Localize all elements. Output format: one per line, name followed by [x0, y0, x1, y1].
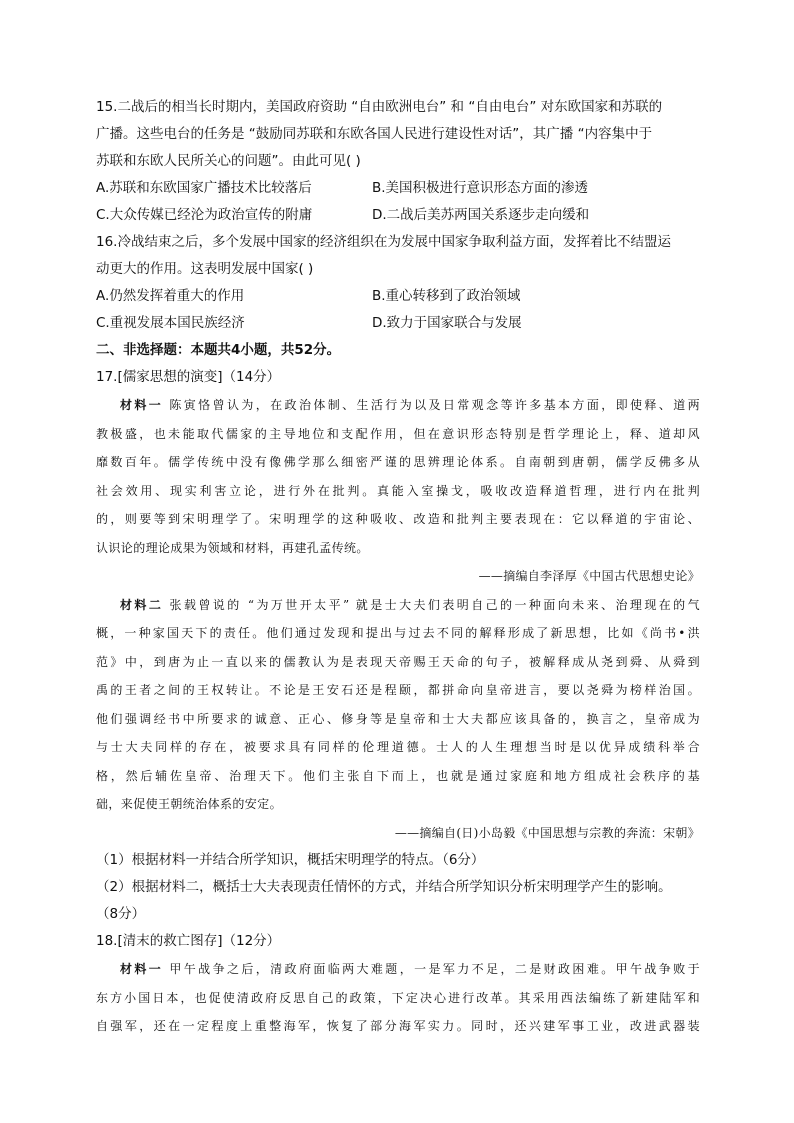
exam-page — [96, 94, 700, 1041]
q17-subquestion-1: （1）根据材料一并结合所学知识，概括宋明理学的特点。（6分） — [96, 852, 485, 868]
q16-option-b: B.重心转移到了政治领域 — [372, 288, 521, 304]
q16-stem-line-1: 16.冷战结束之后，多个发展中国家的经济组织在为发展中国家争取利益方面，发挥着比不结盟运 — [96, 234, 671, 250]
q17-title: 17.[儒家思想的演变]（14分） — [96, 369, 281, 385]
q17-m2-text-1: 张载曾说的 “为万世开太平” 就是士大夫们表明自己的一种面向未来、治理现在的气 — [163, 597, 700, 612]
q18-m1-line-3: 自强军，还在一定程度上重整海军，恢复了部分海军实力。同时，还兴建军事工业，改进武器装 — [96, 1019, 700, 1033]
q17-m2-line-8: 础，来促使王朝统治体系的安定。 — [96, 797, 283, 811]
q17-m2-line-6: 与士大夫同样的存在，被要求具有同样的伦理道德。士人的人生理想当时是以优异成绩科举合 — [96, 740, 700, 754]
question-17 — [96, 364, 700, 928]
q18-m1-line-1 — [96, 955, 700, 984]
q15-option-a: A.苏联和东欧国家广播技术比较落后 — [96, 180, 312, 196]
q18-m1-line-2: 东方小国日本，也促使清政府反思自己的政策，下定决心进行改革。其采用西法编练了新建陆军和 — [96, 990, 700, 1005]
q16-option-d: D.致力于国家联合与发展 — [372, 315, 522, 331]
q17-m1-label: 材料一 — [120, 398, 164, 412]
q17-m2-source: ——摘编自(日)小岛毅《中国思想与宗教的奔流：宋朝》 — [394, 825, 700, 840]
q17-m1-line-3: 靡数百年。儒学传统中没有像佛学那么细密严谨的思辨理论体系。自南朝到唐朝，儒学反佛多从 — [96, 455, 700, 469]
q16-options-row-1 — [96, 283, 700, 310]
q18-m1-text-1: 甲午战争之后，清政府面临两大难题，一是军力不足，二是财政困难。甲午战争败于 — [163, 962, 700, 976]
q17-material-1 — [96, 391, 700, 591]
q15-stem-line-1: 15.二战后的相当长时期内，美国政府资助 “自由欧洲电台” 和 “自由电台” 对东欧国家和苏联的 — [96, 99, 663, 115]
q17-material-2 — [96, 591, 700, 848]
q17-m2-line-2: 概，一种家国天下的责任。他们通过发现和提出与过去不同的解释形成了新思想，比如《尚书•洪 — [96, 626, 700, 640]
q17-m1-line-6: 认识论的理论成果为领域和材料，再建孔孟传统。 — [96, 540, 369, 555]
section-heading: 二、非选择题：本题共4小题，共52分。 — [96, 342, 341, 358]
q17-m2-line-3: 范》中，到唐为止一直以来的儒教认为是表现天帝赐王天命的句子，被解释成从尧到舜、从舜到 — [96, 654, 700, 669]
q15-stem-line-3: 苏联和东欧人民所关心的问题”。由此可见( ) — [96, 153, 361, 169]
q15-option-d: D.二战后美苏两国关系逐步走向缓和 — [372, 207, 590, 223]
q16-options-row-2 — [96, 310, 700, 337]
q18-title: 18.[清末的救亡图存]（12分） — [96, 933, 281, 949]
q17-m2-line-4: 禹的王者之间的王权转让。不论是王安石还是程颐，都拼命向皇帝进言，要以尧舜为榜样治国。 — [96, 683, 700, 697]
q17-m2-line-1 — [96, 591, 700, 620]
q15-option-b: B.美国积极进行意识形态方面的渗透 — [372, 180, 589, 196]
q17-m2-label: 材料二 — [120, 597, 164, 612]
question-15 — [96, 94, 700, 229]
q17-m2-line-7: 格，然后辅佐皇帝、治理天下。他们主张自下而上，也就是通过家庭和地方组成社会秩序的基 — [96, 768, 700, 783]
q17-subquestion-2-points: （8分） — [96, 906, 146, 922]
q16-option-c: C.重视发展本国民族经济 — [96, 315, 245, 331]
q18-m1-label: 材料一 — [120, 962, 164, 976]
q17-m1-line-1 — [96, 391, 700, 420]
q17-m1-line-4: 社会效用、现实利害立论，进行外在批判。真能入室操戈，吸收改造释道哲理，进行内在批判 — [96, 483, 700, 498]
q17-m1-line-5: 的，则要等到宋明理学了。宋明理学的这种吸收、改造和批判主要表现在：它以释道的宇宙论、 — [96, 512, 700, 526]
q17-m2-line-5: 他们强调经书中所要求的诚意、正心、修身等是皇帝和士大夫都应该具备的，换言之，皇帝成为 — [96, 711, 700, 726]
question-16 — [96, 229, 700, 337]
q15-option-c: C.大众传媒已经沦为政治宣传的附庸 — [96, 207, 313, 223]
q15-stem-line-2: 广播。这些电台的任务是 “鼓励同苏联和东欧各国人民进行建设性对话”，其广播 “内容集中于 — [96, 126, 653, 142]
q17-subquestion-2: （2）根据材料二，概括士大夫表现责任情怀的方式，并结合所学知识分析宋明理学产生的影响。 — [96, 879, 672, 895]
q15-options-row-1 — [96, 175, 700, 202]
q15-options-row-2 — [96, 202, 700, 229]
q16-option-a: A.仍然发挥着重大的作用 — [96, 288, 245, 304]
q17-m1-line-2: 教极盛，也未能取代儒家的主导地位和支配作用，但在意识形态特别是哲学理论上，释、道却风 — [96, 426, 700, 441]
q17-m1-source: ——摘编自李泽厚《中国古代思想史论》 — [478, 569, 700, 583]
question-18 — [96, 928, 700, 1041]
q17-m1-text-1: 陈寅恪曾认为，在政治体制、生活行为以及日常观念等许多基本方面，即使释、道两 — [163, 398, 700, 412]
q16-stem-line-2: 动更大的作用。这表明发展中国家( ) — [96, 261, 314, 277]
